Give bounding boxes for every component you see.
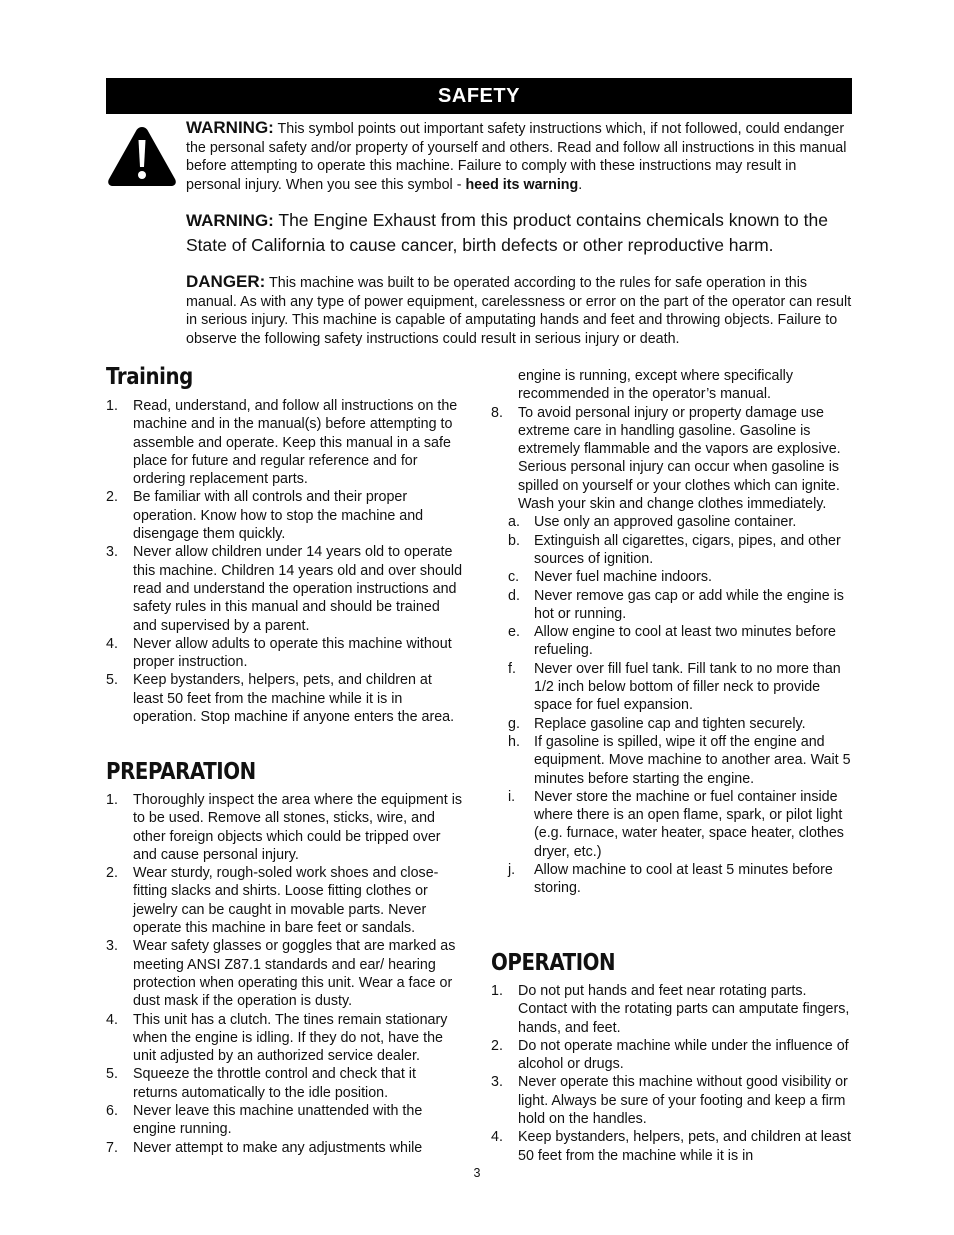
sub-list-item: h. If gasoline is spilled, wipe it off the engine and equipment. Move machine to another area. Wait 5 minutes before starting the engine.: [508, 733, 851, 787]
operation-heading: OPERATION: [491, 950, 616, 976]
warning-triangle-icon: [106, 124, 178, 188]
warning-label: WARNING:: [186, 211, 274, 230]
warning-text: This symbol points out important safety instructions which, if not followed, could endanger the personal safety and/or property of yourself and others. Read and follow all instructions in this manual before attempting to operate this machine. Failure to comply with these instructions may result in personal injury. When you see this symbol -: [186, 121, 847, 193]
list-item: 5. Squeeze the throttle control and check that it returns automatically to the idle position.: [106, 1066, 416, 1101]
sub-list-item: e. Allow engine to cool at least two minutes before refueling.: [508, 624, 836, 659]
preparation-list-continued: [491, 367, 853, 898]
sub-list-item: f. Never over fill fuel tank. Fill tank to no more than 1/2 inch below bottom of filler neck to provide space for fuel expansion.: [508, 660, 841, 714]
list-item: 2. Wear sturdy, rough-soled work shoes and close-fitting slacks and shirts. Loose fitting clothes or jewelry can be caught in movable parts. Never operate this machine in bare feet or sandals.: [106, 865, 439, 937]
list-item: 3. Never operate this machine without good visibility or light. Always be sure of your footing and keep a firm hold on the handles.: [491, 1074, 848, 1128]
list-item: 1. Thoroughly inspect the area where the equipment is to be used. Remove all stones, sticks, wire, and other foreign objects which could be tripped over and cause personal injury.: [106, 792, 463, 863]
sub-list-item: i. Never store the machine or fuel container inside where there is an open flame, spark, or pilot light (e.g. furnace, water heater, space heater, clothes dryer, etc.): [508, 788, 844, 860]
list-item: 3. Wear safety glasses or goggles that are marked as meeting ANSI Z87.1 standards and ear/ hearing protection when operating this unit. Wear a face or dust mask if the operation is dusty.: [106, 938, 456, 1010]
list-item: 4. Keep bystanders, helpers, pets, and children at least 50 feet from the machine while it is in: [491, 1129, 852, 1164]
operation-list: [491, 982, 853, 1165]
preparation-heading: PREPARATION: [106, 759, 256, 785]
sub-list-item: c. Never fuel machine indoors.: [508, 569, 713, 586]
list-item: 3. Never allow children under 14 years old to operate this machine. Children 14 years old and over should read and understand the operation instructions and safety rules in this manual and should be trained and supervised by a parent.: [106, 544, 463, 634]
list-item: 7. Never attempt to make any adjustments while: [106, 1139, 423, 1156]
sub-list-item: d. Never remove gas cap or add while the engine is hot or running.: [508, 587, 844, 622]
warning-emphasis: heed its warning: [465, 176, 579, 193]
sub-list-item: g. Replace gasoline cap and tighten securely.: [508, 715, 806, 732]
list-item: 8. To avoid personal injury or property damage use extreme care in handling gasoline. Gasoline is extremely flammable and the vapors are explosive. Serious personal injury can occur when gasoline is spilled on yourself or your clothes which can ignite. Wash your skin and change clothes immediately. a. Use only an approved gasoline container. b. Extinguish all cigarettes, cigars, pipes, and other sources of ignition. c. Never fuel machine indoors. d. Never remove gas cap or add while the engine is hot or running. e. Allow engine to cool at least two minutes before refueling. f. Never over fill fuel tank. Fill tank to no more than 1/2 inch below bottom of filler neck to provide space for fuel expansion. g. Replace gasoline cap and tighten securely. h. If gasoline is spilled, wipe it off the engine and equipment. Move machine to another area. Wait 5 minutes before starting the engine. i. Never store the machine or fuel container inside where there is an open flame, spark, or pilot light (e.g. furnace, water heater, space heater, clothes dryer, etc.) j. Allow machine to cool at least 5 minutes before storing.: [491, 404, 853, 898]
exhaust-warning-notice: [186, 208, 852, 258]
sub-list-item: a. Use only an approved gasoline container.: [508, 514, 797, 531]
list-item-continued: engine is running, except where specifically recommended in the operator’s manual.: [518, 368, 793, 403]
training-list: [106, 397, 464, 726]
page-number: 3: [473, 1166, 481, 1180]
danger-label: DANGER:: [186, 272, 266, 291]
danger-notice: [186, 273, 852, 348]
training-heading: Training: [106, 364, 193, 390]
list-item: 4. Never allow adults to operate this machine without proper instruction.: [106, 635, 452, 671]
fuel-sublist: [491, 513, 853, 897]
warning-symbol-notice: [186, 119, 852, 194]
list-item: 2. Be familiar with all controls and their proper operation. Know how to stop the machine and disengage them quickly.: [106, 489, 424, 543]
preparation-list: [106, 791, 464, 1157]
list-item: 4. This unit has a clutch. The tines remain stationary when the engine is idling. If they do not, have the unit adjusted by an authorized service dealer.: [106, 1011, 448, 1065]
banner-title: SAFETY: [438, 84, 520, 107]
sub-list-item: b. Extinguish all cigarettes, cigars, pipes, and other sources of ignition.: [508, 532, 841, 567]
list-item: 1. Read, understand, and follow all instructions on the machine and in the manual(s) before attempting to assemble and operate. Keep this manual in a safe place for future and regular reference and for ordering replacement parts.: [106, 398, 458, 488]
warning-label: WARNING:: [186, 118, 274, 137]
section-banner: [106, 78, 852, 114]
list-item: 5. Keep bystanders, helpers, pets, and children at least 50 feet from the machine while it is in operation. Stop machine if anyone enters the area.: [106, 672, 455, 726]
exhaust-warning-text: The Engine Exhaust from this product contains chemicals known to the State of California to cause cancer, birth defects or other reproductive harm.: [186, 210, 828, 255]
list-item: 1. Do not put hands and feet near rotating parts. Contact with the rotating parts can amputate fingers, hands, and feet.: [491, 983, 850, 1036]
list-item: 6. Never leave this machine unattended with the engine running.: [106, 1103, 423, 1138]
sub-list-item: j. Allow machine to cool at least 5 minutes before storing.: [508, 862, 833, 897]
danger-text: This machine was built to be operated according to the rules for safe operation in this manual. As with any type of power equipment, carelessness or error on the part of the operator can result in serious injury. This machine is capable of amputating hands and feet and throwing objects. Failure to observe the following safety instructions could result in serious injury or death.: [186, 275, 852, 347]
warning-end: .: [578, 176, 583, 193]
list-item: 2. Do not operate machine while under the influence of alcohol or drugs.: [491, 1037, 849, 1073]
